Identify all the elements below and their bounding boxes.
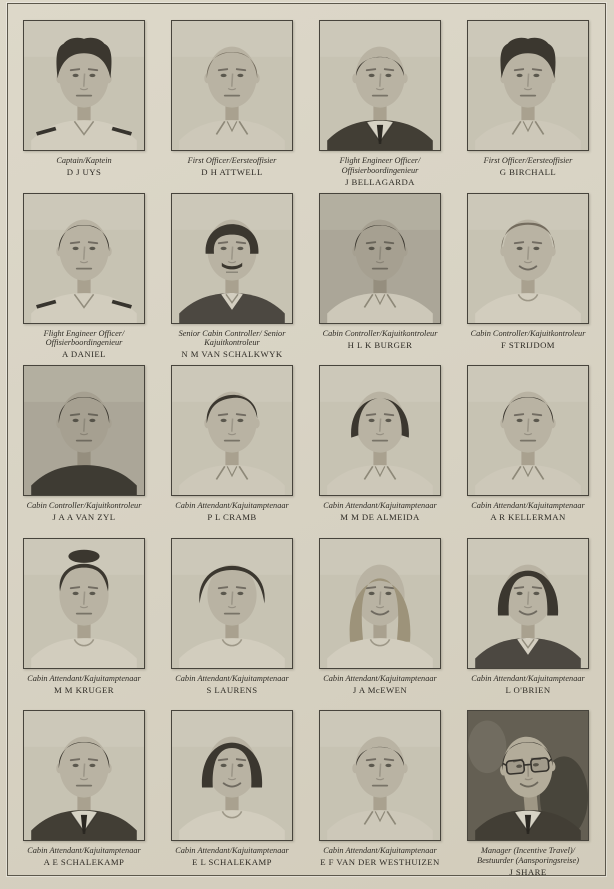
crew-card <box>467 193 589 366</box>
crew-photo <box>23 20 145 151</box>
crew-photo <box>319 538 441 669</box>
crew-role: Cabin Attendant/Kajuitamptenaar <box>27 673 141 683</box>
crew-caption <box>467 674 589 695</box>
crew-caption <box>467 846 589 877</box>
crew-name: E F VAN DER WESTHUIZEN <box>320 857 440 868</box>
crew-name: S LAURENS <box>206 684 258 695</box>
portrait-illustration <box>172 711 292 840</box>
crew-name: G BIRCHALL <box>499 167 557 178</box>
crew-caption <box>23 846 145 867</box>
crew-caption <box>171 156 293 177</box>
crew-photo <box>171 193 293 324</box>
crew-role: Cabin Controller/Kajuitkontroleur <box>322 328 438 338</box>
crew-caption <box>467 156 589 177</box>
crew-role: Cabin Controller/Kajuitkontroleur <box>26 501 142 510</box>
crew-photo <box>171 538 293 669</box>
crew-name: D H ATTWELL <box>201 167 263 178</box>
crew-photo <box>171 20 293 151</box>
crew-role: Cabin Attendant/Kajuitamptenaar <box>27 846 141 855</box>
crew-caption <box>319 674 441 695</box>
crew-card <box>171 538 293 711</box>
crew-card <box>171 365 293 538</box>
crew-photo <box>467 365 589 496</box>
crew-caption <box>171 846 293 867</box>
crew-photo <box>467 20 589 151</box>
crew-card <box>467 365 589 538</box>
crew-photo <box>467 193 589 324</box>
portrait-illustration <box>468 711 588 840</box>
crew-card <box>319 193 441 366</box>
crew-grid <box>23 20 589 883</box>
portrait-illustration <box>468 21 588 150</box>
crew-card <box>23 20 145 193</box>
crew-role: Senior Cabin Controller/ Senior Kajuitkontroleur <box>178 328 286 348</box>
crew-role: First Officer/Eersteoffisier <box>187 156 277 165</box>
crew-card <box>23 193 145 366</box>
crew-name: A E SCHALEKAMP <box>43 857 125 868</box>
crew-caption <box>171 674 293 695</box>
crew-role: Cabin Attendant/Kajuitamptenaar <box>323 673 437 683</box>
crew-photo <box>319 193 441 324</box>
portrait-illustration <box>24 21 144 150</box>
crew-caption <box>319 329 441 350</box>
portrait-illustration <box>172 21 292 150</box>
crew-photo <box>171 365 293 496</box>
crew-caption <box>23 674 145 695</box>
crew-role: Cabin Attendant/Kajuitamptenaar <box>175 501 289 510</box>
portrait-illustration <box>24 194 144 323</box>
crew-role: First Officer/Eersteoffisier <box>483 156 573 165</box>
crew-name: P L CRAMB <box>207 512 257 523</box>
crew-caption <box>319 501 441 522</box>
crew-photo <box>467 538 589 669</box>
crew-card <box>23 365 145 538</box>
crew-card <box>319 538 441 711</box>
portrait-illustration <box>320 21 440 150</box>
portrait-illustration <box>172 366 292 495</box>
crew-role: Cabin Controller/Kajuitkontroleur <box>470 328 586 338</box>
crew-card <box>467 20 589 193</box>
crew-name: L O'BRIEN <box>505 684 551 695</box>
crew-card <box>467 538 589 711</box>
portrait-illustration <box>320 711 440 840</box>
crew-name: J A A VAN ZYL <box>52 512 116 523</box>
crew-card <box>23 538 145 711</box>
crew-name: D J UYS <box>66 167 102 178</box>
crew-card <box>23 710 145 883</box>
crew-role: Captain/Kaptein <box>56 156 112 165</box>
crew-photo <box>23 193 145 324</box>
crew-caption <box>23 329 145 360</box>
crew-card <box>467 710 589 883</box>
crew-role: Cabin Attendant/Kajuitamptenaar <box>175 846 289 855</box>
portrait-illustration <box>468 194 588 323</box>
crew-role: Cabin Attendant/Kajuitamptenaar <box>323 501 437 510</box>
crew-caption <box>23 156 145 177</box>
crew-card <box>171 20 293 193</box>
crew-photo <box>171 710 293 841</box>
crew-name: J A McEWEN <box>352 684 408 695</box>
crew-name: M M DE ALMEIDA <box>340 512 420 523</box>
crew-card <box>319 365 441 538</box>
crew-card <box>171 193 293 366</box>
crew-card <box>171 710 293 883</box>
crew-caption <box>467 501 589 522</box>
crew-photo <box>467 710 589 841</box>
crew-card <box>319 710 441 883</box>
crew-photo <box>23 538 145 669</box>
crew-role: Flight Engineer Officer/ Offisierboordingenieur <box>43 328 125 348</box>
crew-role: Cabin Attendant/Kajuitamptenaar <box>471 501 585 510</box>
crew-name: F STRIJDOM <box>501 339 555 350</box>
crew-name: A R KELLERMAN <box>490 512 566 523</box>
crew-name: M M KRUGER <box>53 684 114 695</box>
crew-caption <box>319 156 441 187</box>
crew-role: Cabin Attendant/Kajuitamptenaar <box>323 846 437 855</box>
portrait-illustration <box>24 711 144 840</box>
portrait-illustration <box>468 366 588 495</box>
portrait-illustration <box>172 194 292 323</box>
crew-name: H L K BURGER <box>347 339 413 350</box>
crew-photo <box>319 365 441 496</box>
crew-name: J SHARE <box>509 866 547 877</box>
crew-photo <box>319 20 441 151</box>
crew-name: E L SCHALEKAMP <box>192 857 272 868</box>
crew-photo <box>23 365 145 496</box>
portrait-illustration <box>320 539 440 668</box>
portrait-illustration <box>320 366 440 495</box>
crew-role: Manager (Incentive Travel)/ Bestuurder (Aansporingsreise) <box>477 846 579 865</box>
crew-caption <box>171 501 293 522</box>
portrait-illustration <box>320 194 440 323</box>
crew-caption <box>23 501 145 522</box>
crew-caption <box>467 329 589 350</box>
crew-role: Flight Engineer Officer/ Offisierboordingenieur <box>339 156 421 175</box>
crew-role: Cabin Attendant/Kajuitamptenaar <box>471 673 585 683</box>
crew-caption <box>319 846 441 867</box>
crew-name: J BELLAGARDA <box>345 176 415 187</box>
crew-name: A DANIEL <box>62 349 106 360</box>
portrait-illustration <box>24 366 144 495</box>
crew-photo <box>23 710 145 841</box>
crew-photo <box>319 710 441 841</box>
crew-caption <box>171 329 293 360</box>
portrait-illustration <box>172 539 292 668</box>
crew-card <box>319 20 441 193</box>
crew-role: Cabin Attendant/Kajuitamptenaar <box>175 673 289 683</box>
crew-name: N M VAN SCHALKWYK <box>181 349 283 360</box>
portrait-illustration <box>468 539 588 668</box>
portrait-illustration <box>24 539 144 668</box>
